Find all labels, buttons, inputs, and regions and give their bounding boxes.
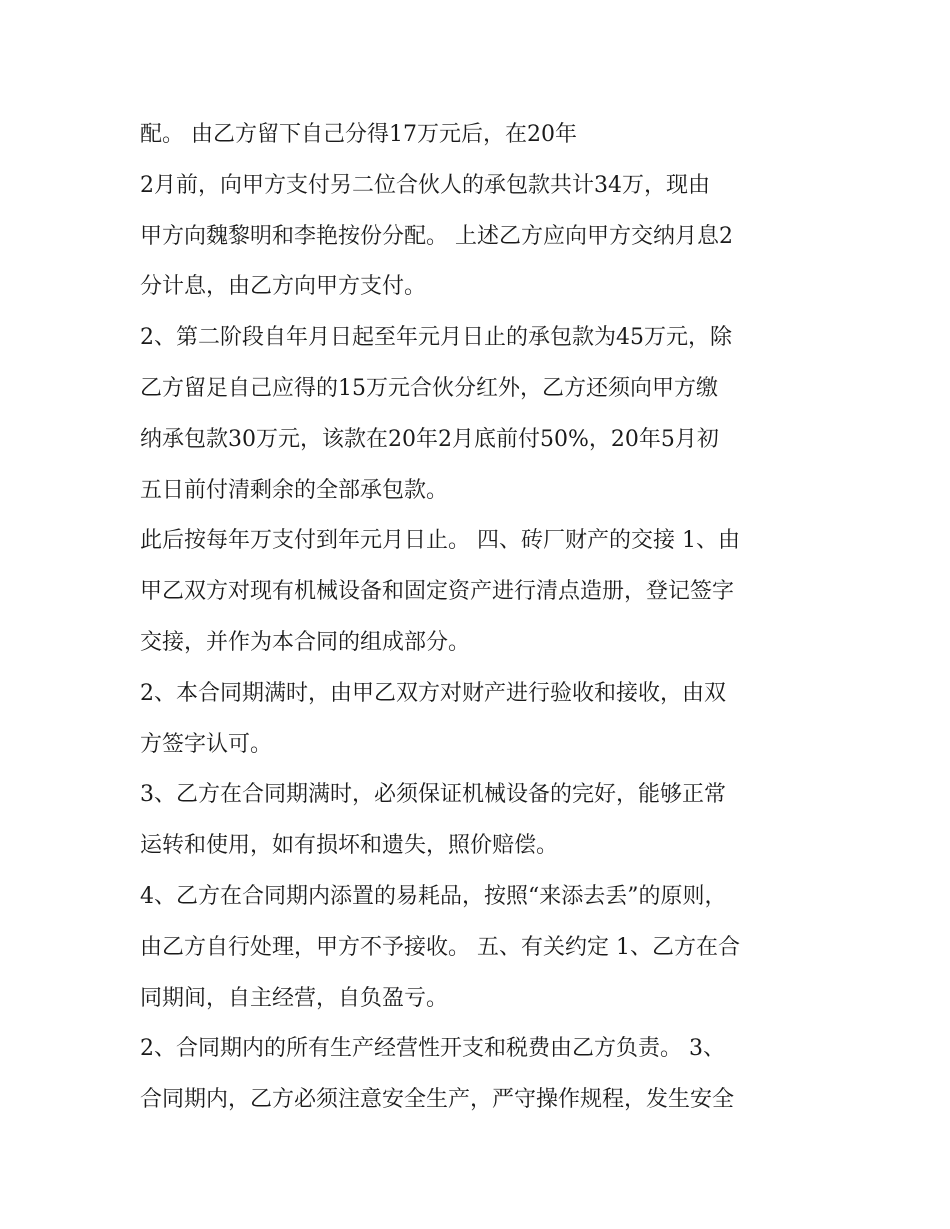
text-line: 甲乙双方对现有机械设备和固定资产进行清点造册，登记签字	[140, 579, 735, 605]
text-line: 2、合同期内的所有生产经营性开支和税费由乙方负责。 3、	[140, 1036, 725, 1062]
text-line: 2、本合同期满时，由甲乙双方对财产进行验收和接收，由双	[140, 680, 726, 706]
text-line: 纳承包款30万元，该款在20年2月底前付50%，20年5月初	[140, 426, 719, 452]
text-line: 此后按每年万支付到年元月日止。 四、砖厂财产的交接 1、由	[140, 528, 740, 554]
text-line: 同期间，自主经营，自负盈亏。	[140, 985, 449, 1011]
text-line: 分计息，由乙方向甲方支付。	[140, 274, 427, 300]
text-line: 合同期内，乙方必须注意安全生产，严守操作规程，发生安全	[140, 1087, 735, 1113]
text-line: 运转和使用，如有损坏和遗失，照价赔偿。	[140, 833, 559, 859]
text-line: 3、乙方在合同期满时，必须保证机械设备的完好，能够正常	[140, 782, 726, 808]
text-line: 乙方留足自己应得的15万元合伙分红外，乙方还须向甲方缴	[140, 375, 718, 401]
text-line: 2、第二阶段自年月日起至年元月日止的承包款为45万元，除	[140, 325, 732, 351]
text-line: 五日前付清剩余的全部承包款。	[140, 477, 449, 503]
text-line: 2月前，向甲方支付另二位合伙人的承包款共计34万，现由	[140, 172, 710, 198]
text-line: 由乙方自行处理，甲方不予接收。 五、有关约定 1、乙方在合	[140, 934, 740, 960]
text-line: 方签字认可。	[140, 731, 273, 757]
text-line: 交接，并作为本合同的组成部分。	[140, 629, 471, 655]
text-line: 甲方向魏黎明和李艳按份分配。 上述乙方应向甲方交纳月息2	[140, 223, 733, 249]
text-line: 4、乙方在合同期内添置的易耗品，按照“来添去丢”的原则，	[140, 883, 727, 909]
contract-text-body	[140, 110, 830, 1126]
text-line: 配。 由乙方留下自己分得17万元后，在20年	[140, 122, 577, 147]
